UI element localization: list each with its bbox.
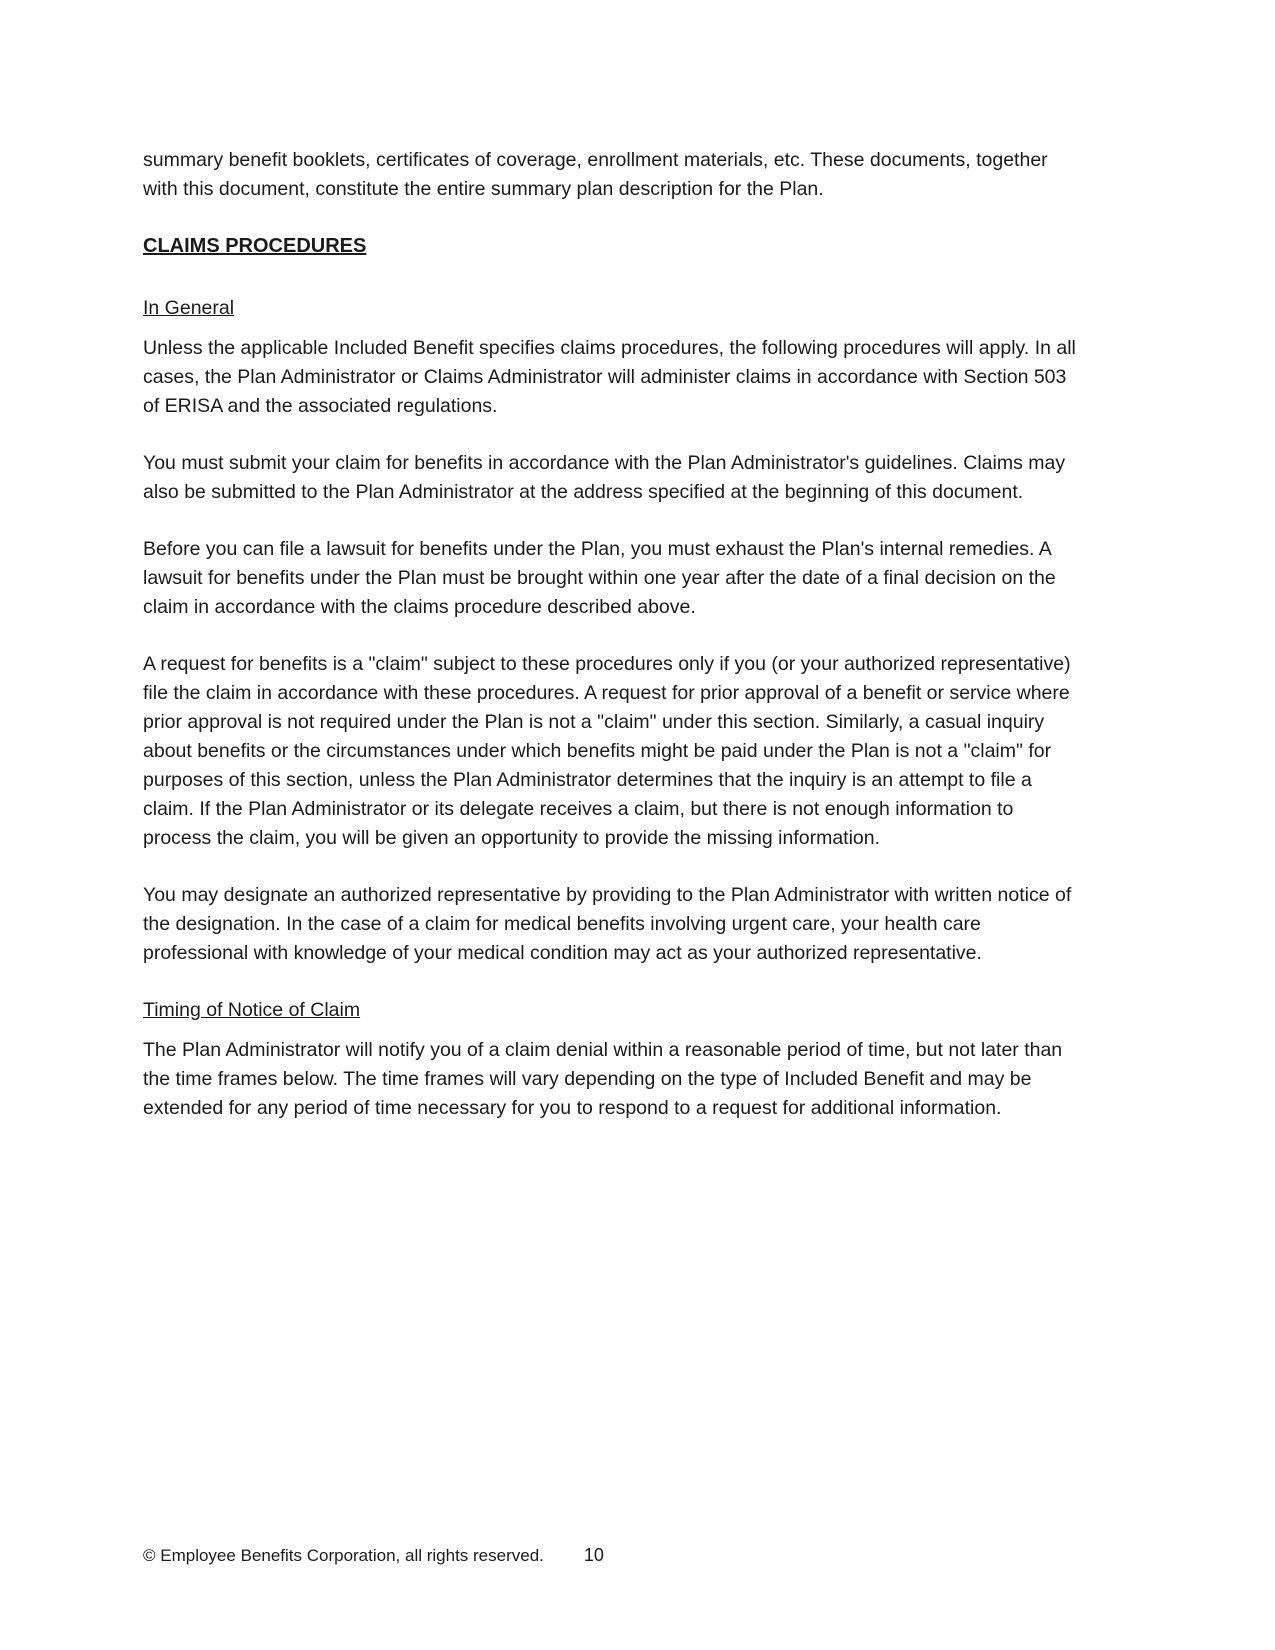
- intro-paragraph: summary benefit booklets, certificates of coverage, enrollment materials, etc. These documents, together with this document, constitute the entire summary plan description for the Plan.: [143, 149, 1048, 200]
- footer-page-number: 10: [583, 1545, 604, 1565]
- section-heading-claims-procedures: CLAIMS PROCEDURES: [143, 235, 367, 257]
- paragraph-in-general-1: Unless the applicable Included Benefit specifies claims procedures, the following procedures will apply. In all cases, the Plan Administrator or Claims Administrator will administer claims in accordance with Section 503 of ERISA and the associated regulations.: [143, 337, 1076, 417]
- paragraph-timing-1: The Plan Administrator will notify you of a claim denial within a reasonable period of time, but not later than the time frames below. The time frames will vary depending on the type of Included Benefit and may be extended for any period of time necessary for you to respond to a request for additional information.: [143, 1039, 1063, 1119]
- footer-copyright: © Employee Benefits Corporation, all rights reserved.: [143, 1546, 544, 1565]
- subheading-in-general: In General: [143, 297, 235, 319]
- subheading-timing-of-notice-of-claim: Timing of Notice of Claim: [143, 999, 361, 1021]
- paragraph-in-general-5: You may designate an authorized representative by providing to the Plan Administrator with written notice of the designation. In the case of a claim for medical benefits involving urgent care, your health care professional with knowledge of your medical condition may act as your authorized representative.: [143, 884, 1072, 964]
- paragraph-in-general-3: Before you can file a lawsuit for benefits under the Plan, you must exhaust the Plan's internal remedies. A lawsuit for benefits under the Plan must be brought within one year after the date of a final decision on the claim in accordance with the claims procedure described above.: [143, 538, 1056, 618]
- page-footer: [143, 1543, 604, 1568]
- paragraph-in-general-2: You must submit your claim for benefits in accordance with the Plan Administrator's guidelines. Claims may also be submitted to the Plan Administrator at the address specified at the beginning of this document.: [143, 452, 1066, 503]
- paragraph-in-general-4: A request for benefits is a "claim" subject to these procedures only if you (or your authorized representative) file the claim in accordance with these procedures. A request for prior approval of a benefit or service where prior approval is not required under the Plan is not a "claim" under this section. Similarly, a casual inquiry about benefits or the circumstances under which benefits might be paid under the Plan is not a "claim" for purposes of this section, unless the Plan Administrator determines that the inquiry is an attempt to file a claim. If the Plan Administrator or its delegate receives a claim, but there is not enough information to process the claim, you will be given an opportunity to provide the missing information.: [143, 653, 1071, 849]
- document-content: [143, 146, 1080, 1151]
